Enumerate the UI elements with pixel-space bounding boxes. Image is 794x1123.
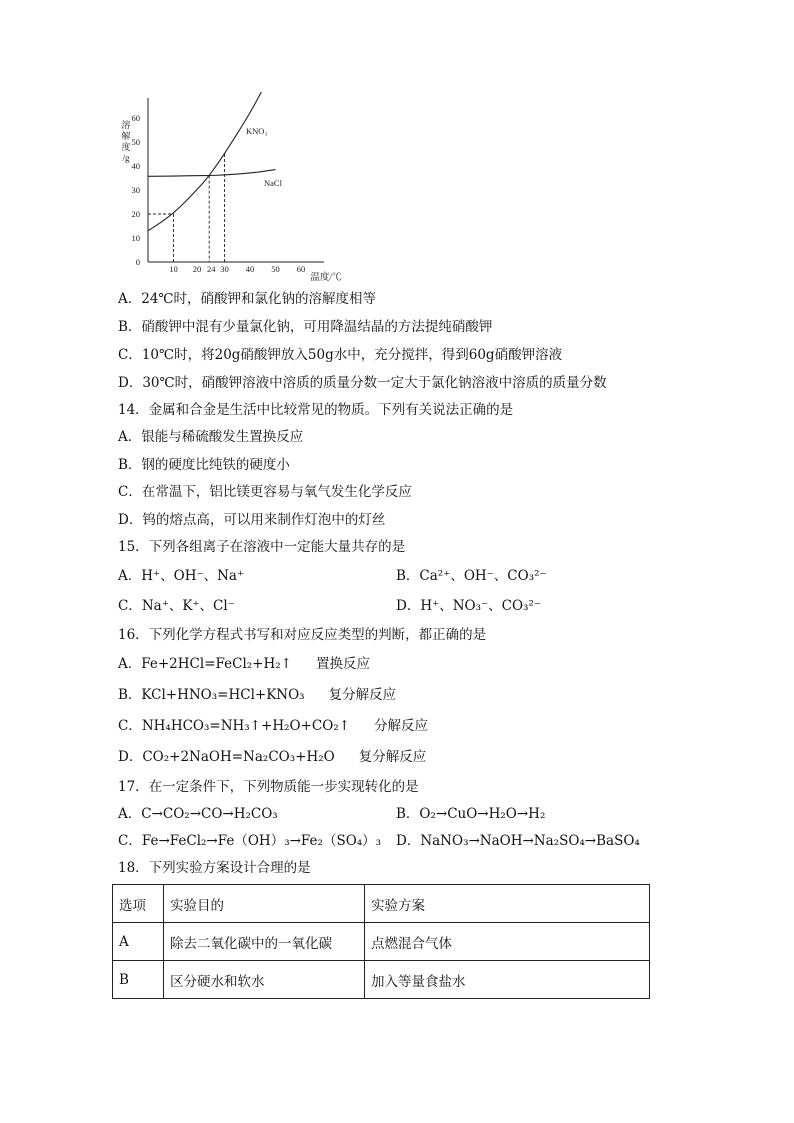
y-tick-label: 50	[131, 137, 140, 147]
row-b-purpose: 区分硬水和软水	[164, 961, 365, 999]
row-a-plan: 点燃混合气体	[365, 923, 650, 961]
solubility-chart	[112, 92, 362, 282]
x-tick-label: 40	[245, 264, 255, 274]
y-axis-label: 解	[121, 131, 131, 141]
q16-b-equation: B．KCl+HNO₃=HCl+KNO₃	[118, 687, 305, 703]
x-tick-label: 10	[169, 264, 178, 274]
y-tick-label: 60	[131, 113, 140, 123]
q16-a-equation: A．Fe+2HCl=FeCl₂+H₂↑	[118, 656, 292, 672]
row-a-option: A	[113, 923, 164, 961]
q13-option-c: C．10℃时，将20g硝酸钾放入50g水中，充分搅拌，得到60g硝酸钾溶液	[118, 347, 563, 363]
x-tick-label: 60	[296, 264, 306, 274]
q14-option-d: D．钨的熔点高，可以用来制作灯泡中的灯丝	[118, 512, 386, 528]
q15-option-b: B．Ca²⁺、OH⁻、CO₃²⁻	[396, 568, 547, 584]
table-row	[113, 923, 650, 961]
y-tick-label: 30	[131, 185, 140, 195]
q16-option-d	[118, 748, 426, 766]
x-axis-label: 温度/℃	[310, 273, 342, 282]
q15-stem: 15．下列各组离子在溶液中一定能大量共存的是	[118, 539, 406, 555]
header-purpose: 实验目的	[164, 885, 365, 923]
y-tick-label: 0	[135, 257, 140, 267]
y-tick-label: 10	[131, 233, 140, 243]
x-tick-label: 20	[192, 264, 202, 274]
row-b-option: B	[113, 961, 164, 999]
kno3-curve	[148, 92, 263, 231]
nacl-curve	[148, 170, 276, 177]
q16-d-type: 复分解反应	[358, 749, 427, 765]
x-tick-label: 30	[220, 264, 229, 274]
x-tick-label: 50	[271, 264, 280, 274]
chart-layer	[121, 92, 341, 282]
q15-option-a: A．H⁺、OH⁻、Na⁺	[118, 568, 245, 584]
y-axis-label: 溶	[121, 120, 131, 130]
q13-option-b: B．硝酸钾中混有少量氯化钠，可用降温结晶的方法提纯硝酸钾	[118, 319, 493, 335]
legend-kno3: KNO₃	[246, 126, 268, 136]
q16-option-c	[118, 717, 428, 735]
q15-option-c: C．Na⁺、K⁺、Cl⁻	[118, 598, 235, 614]
q17-stem: 17．在一定条件下，下列物质能一步实现转化的是	[118, 779, 419, 795]
q16-c-equation: C．NH₄HCO₃=NH₃↑+H₂O+CO₂↑	[118, 718, 351, 734]
y-axis-label: /g	[122, 153, 130, 163]
q14-option-a: A．银能与稀硫酸发生置换反应	[118, 429, 304, 445]
table-header-row	[113, 885, 650, 923]
q16-option-a	[118, 655, 370, 673]
row-a-purpose: 除去二氧化碳中的一氧化碳	[164, 923, 365, 961]
q14-option-b: B．钢的硬度比纯铁的硬度小	[118, 457, 290, 473]
q16-c-type: 分解反应	[374, 718, 429, 734]
q16-d-equation: D．CO₂+2NaOH=Na₂CO₃+H₂O	[118, 749, 335, 765]
q17-option-c: C．Fe→FeCl₂→Fe（OH）₃→Fe₂（SO₄）₃	[118, 833, 382, 849]
q14-stem: 14．金属和合金是生活中比较常见的物质。下列有关说法正确的是	[118, 402, 514, 418]
q16-option-b	[118, 686, 396, 704]
x-tick-label: 24	[206, 264, 216, 274]
table-row	[113, 961, 650, 999]
q13-option-a: A．24℃时，硝酸钾和氯化钠的溶解度相等	[118, 291, 377, 307]
y-tick-label: 40	[131, 161, 140, 171]
q18-stem: 18．下列实验方案设计合理的是	[118, 860, 311, 876]
header-option: 选项	[113, 885, 164, 923]
row-b-plan: 加入等量食盐水	[365, 961, 650, 999]
q16-b-type: 复分解反应	[328, 687, 397, 703]
q15-option-d: D．H⁺、NO₃⁻、CO₃²⁻	[396, 598, 541, 614]
q17-option-a: A．C→CO₂→CO→H₂CO₃	[118, 806, 278, 822]
q17-option-b: B．O₂→CuO→H₂O→H₂	[396, 806, 546, 822]
legend-nacl: NaCl	[264, 178, 282, 188]
experiment-plan-table	[112, 884, 650, 999]
header-plan: 实验方案	[365, 885, 650, 923]
y-axis-label: 度	[121, 142, 131, 152]
q17-option-d: D．NaNO₃→NaOH→Na₂SO₄→BaSO₄	[396, 833, 640, 849]
q13-option-d: D．30℃时，硝酸钾溶液中溶质的质量分数一定大于氯化钠溶液中溶质的质量分数	[118, 375, 607, 391]
y-tick-label: 20	[131, 209, 140, 219]
q14-option-c: C．在常温下，铝比镁更容易与氧气发生化学反应	[118, 484, 412, 500]
q16-a-type: 置换反应	[315, 656, 370, 672]
q16-stem: 16．下列化学方程式书写和对应反应类型的判断，都正确的是	[118, 627, 487, 643]
